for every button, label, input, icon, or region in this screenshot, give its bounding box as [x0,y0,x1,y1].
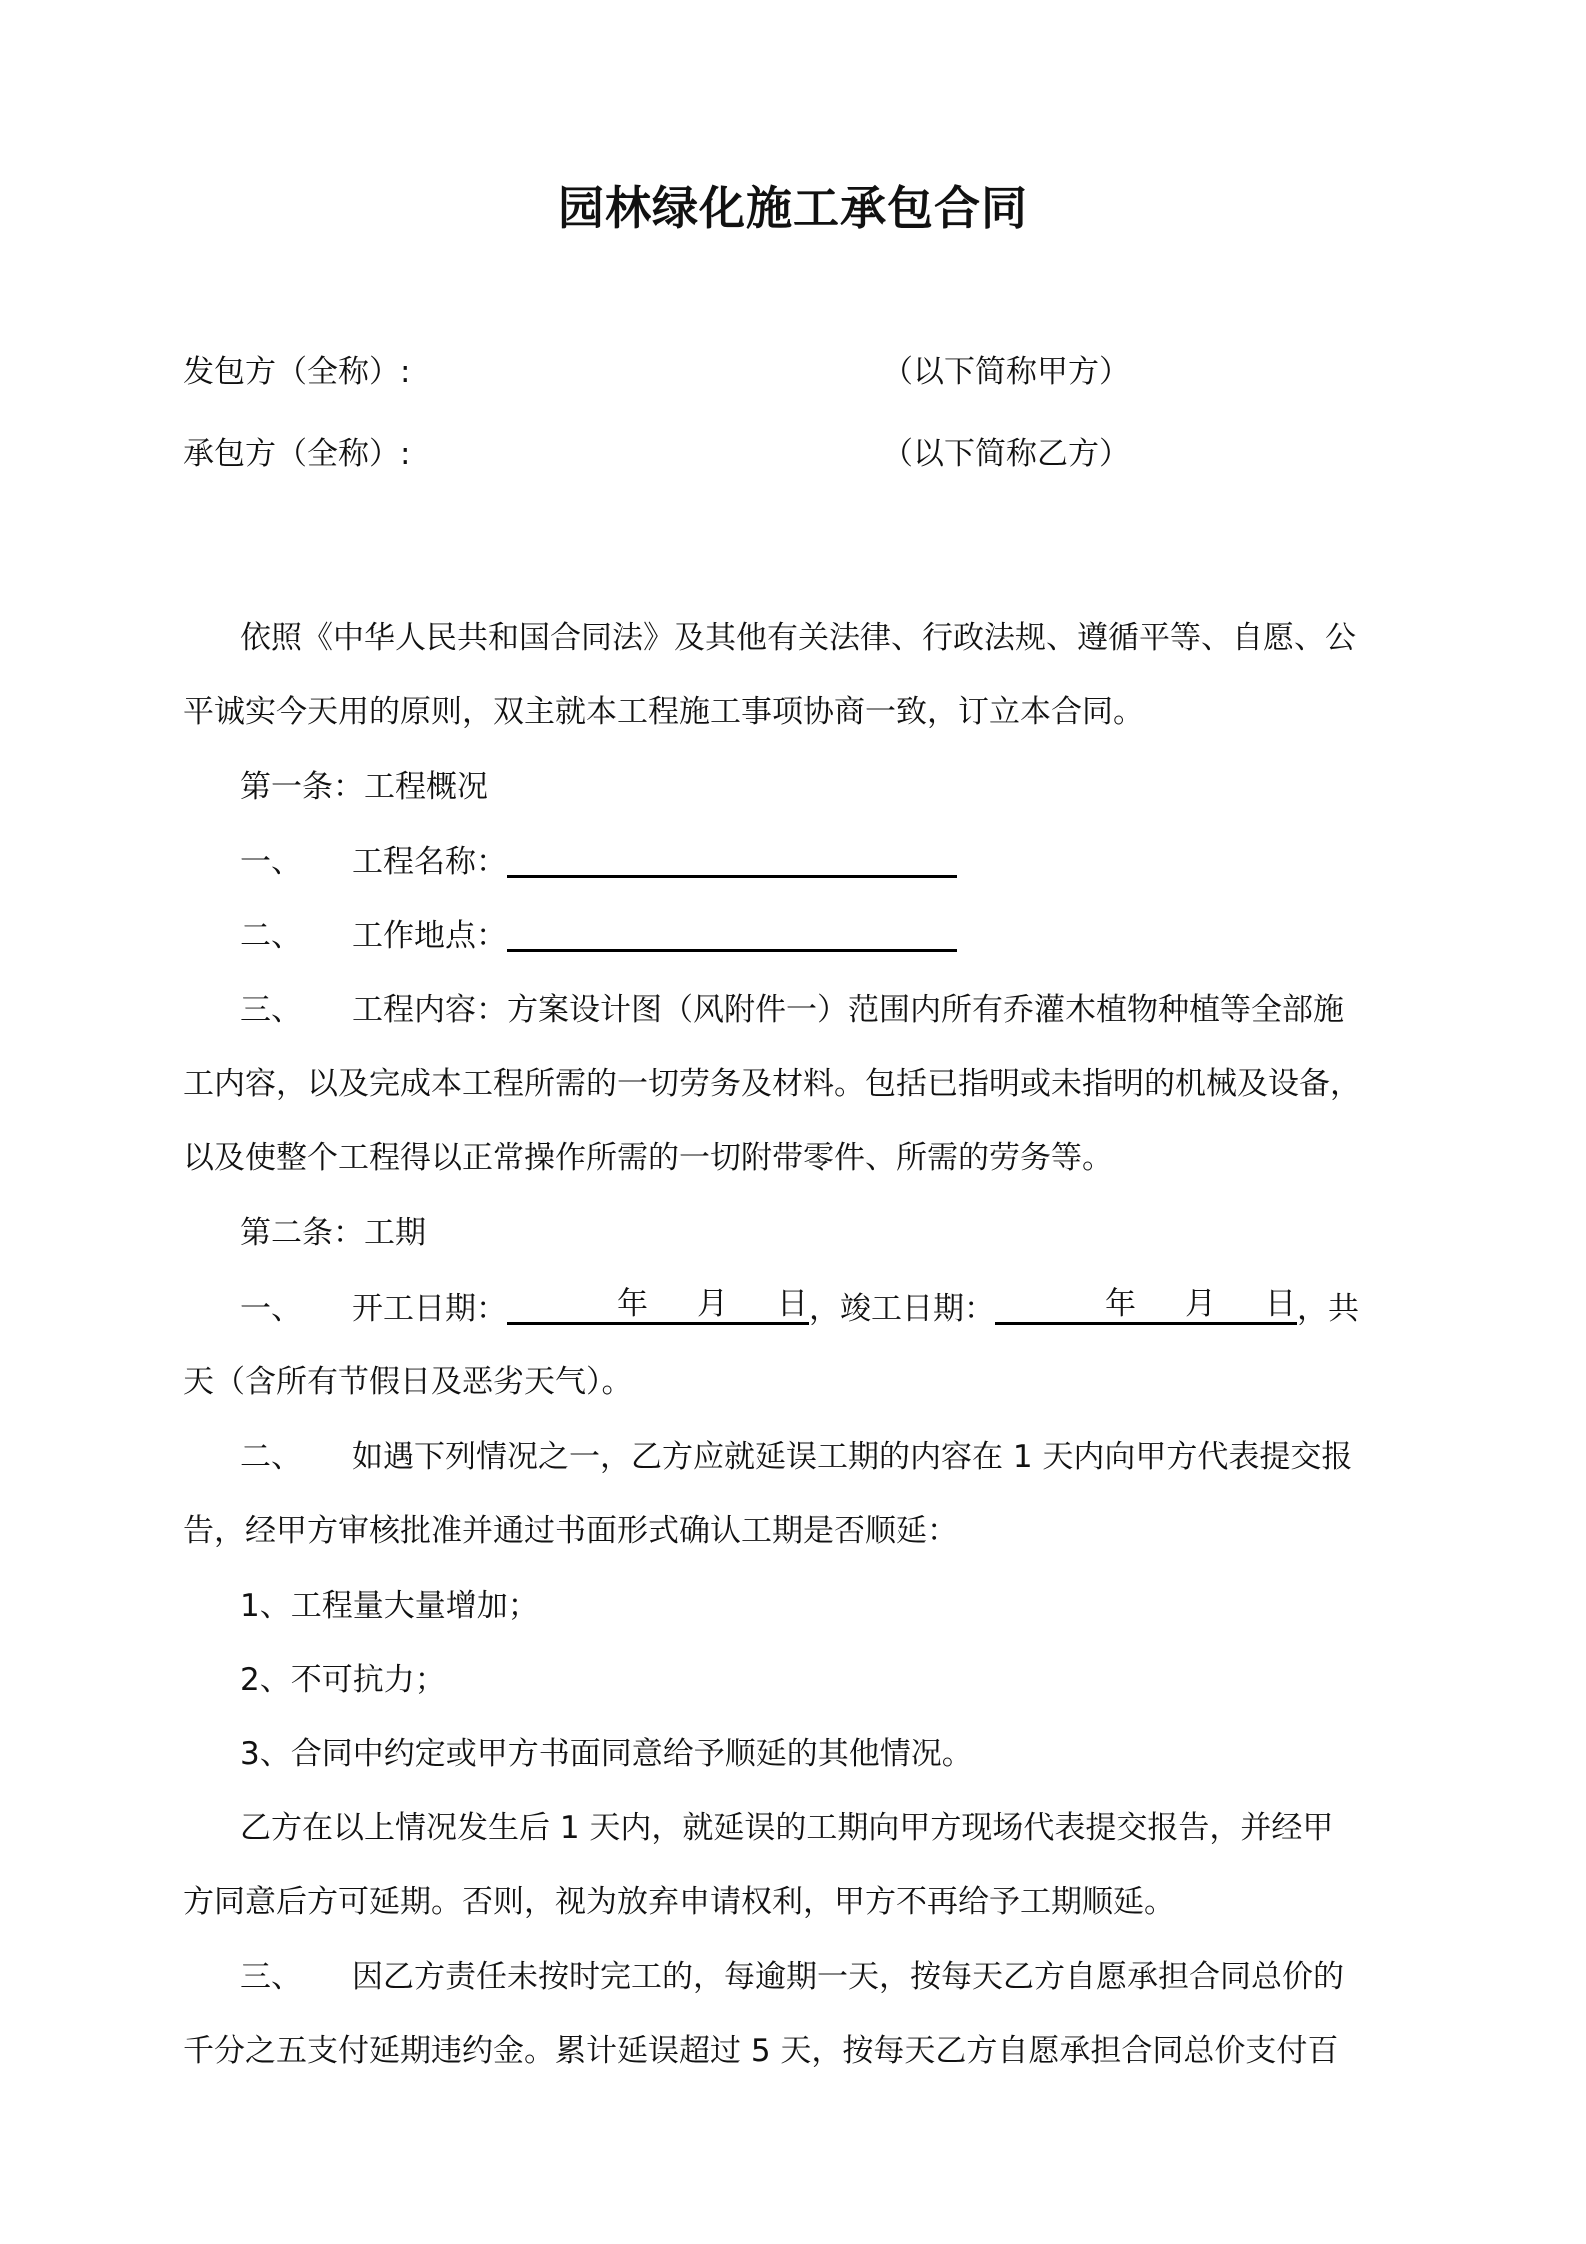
end-date-field[interactable] [995,1288,1297,1325]
project-content-line-1: 工程内容：方案设计图（风附件一）范围内所有乔灌木植物种植等全部施 [352,992,1344,1028]
article-2-heading: 第二条：工期 [240,1215,426,1251]
article-1-heading: 第一条：工程概况 [240,769,488,805]
item-number: 一、 [240,844,302,880]
month-label: 月 [1185,1286,1216,1322]
project-content-line-3: 以及使整个工程得以正常操作所需的一切附带零件、所需的劳务等。 [183,1140,1113,1176]
case-item: 1、工程量大量增加； [240,1588,539,1624]
end-date-label: ，竣工日期： [809,1291,995,1327]
note-line-2: 方同意后方可延期。否则，视为放弃申请权利，甲方不再给予工期顺延。 [183,1884,1175,1920]
contractor-label: 承包方（全称）: [183,436,411,472]
dates-line-2: 天（含所有节假日及恶劣天气）。 [183,1364,633,1400]
work-location-field[interactable] [507,919,957,952]
issuer-label: 发包方（全称）: [183,354,411,390]
note-line-1: 乙方在以上情况发生后 1 天内，就延误的工期向甲方现场代表提交报告，并经甲 [240,1810,1334,1846]
item-number: 三、 [240,992,302,1028]
penalty-line-2: 千分之五支付延期违约金。累计延误超过 5 天，按每天乙方自愿承担合同总价支付百 [183,2033,1339,2069]
year-label: 年 [1105,1286,1136,1322]
work-location-row [240,916,957,956]
case-item: 2、不可抗力； [240,1662,446,1698]
project-content-row [240,990,1344,1030]
delay-report-line-1: 如遇下列情况之一，乙方应就延误工期的内容在 1 天内向甲方代表提交报 [352,1439,1353,1475]
day-label: 日 [1265,1286,1296,1322]
item-number: 三、 [240,1959,302,1995]
document-title: 园林绿化施工承包合同 [558,181,1028,235]
project-name-field[interactable] [507,845,957,878]
penalty-line-1: 因乙方责任未按时完工的，每逾期一天，按每天乙方自愿承担合同总价的 [352,1959,1344,1995]
month-label: 月 [697,1286,728,1322]
dates-row [240,1288,1359,1329]
total-days-prefix: ，共 [1297,1291,1359,1327]
work-location-label: 工作地点： [352,918,507,954]
item-number: 二、 [240,1439,302,1475]
penalty-row [240,1957,1344,1997]
year-label: 年 [617,1286,648,1322]
preamble-line-1: 依照《中华人民共和国合同法》及其他有关法律、行政法规、遵循平等、自愿、公 [240,620,1356,656]
contractor-alias: （以下简称乙方） [882,436,1130,472]
issuer-alias: （以下简称甲方） [882,354,1130,390]
item-number: 二、 [240,918,302,954]
item-number: 一、 [240,1291,302,1327]
preamble-line-2: 平诚实今天用的原则，双主就本工程施工事项协商一致，订立本合同。 [183,694,1144,730]
project-name-label: 工程名称： [352,844,507,880]
case-item: 3、合同中约定或甲方书面同意给予顺延的其他情况。 [240,1736,973,1772]
delay-report-row [240,1437,1352,1477]
start-date-label: 开工日期： [352,1291,507,1327]
project-content-line-2: 工内容，以及完成本工程所需的一切劳务及材料。包括已指明或未指明的机械及设备， [183,1066,1361,1102]
delay-report-line-2: 告，经甲方审核批准并通过书面形式确认工期是否顺延： [183,1513,958,1549]
project-name-row [240,842,957,882]
day-label: 日 [777,1286,808,1322]
start-date-field[interactable] [507,1288,809,1325]
